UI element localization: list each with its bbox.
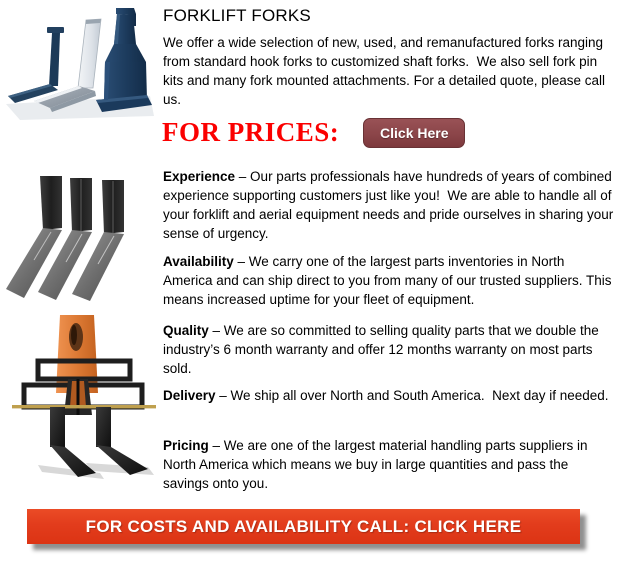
experience-body: – Our parts professionals have hundreds of years of combined experience supporting customers just like you! We are able to handle all of your forklift and aerial equipment needs and pride ourselves in sharing your sense of urgency. — [163, 169, 618, 241]
pricing-body: – We are one of the largest material handling parts suppliers in North America which means we buy in large quantities and pass the savings onto you. — [163, 438, 592, 491]
costs-availability-banner[interactable]: FOR COSTS AND AVAILABILITY CALL: CLICK HERE — [27, 509, 580, 544]
hook-and-shaft-forks-photo — [0, 0, 157, 122]
pricing-section — [163, 436, 616, 493]
availability-body: – We carry one of the largest parts inventories in North America and can ship direct to you from many of our trusted suppliers. This means increased uptime for your fleet of equipment. — [163, 254, 616, 307]
click-here-button[interactable]: Click Here — [363, 118, 465, 148]
quality-heading: Quality — [163, 323, 209, 338]
page-title: FORKLIFT FORKS — [163, 6, 311, 25]
fork-attachment-photo — [8, 315, 160, 481]
pricing-heading: Pricing — [163, 438, 209, 453]
availability-heading: Availability — [163, 254, 234, 269]
delivery-heading: Delivery — [163, 388, 216, 403]
delivery-body: – We ship all over North and South America. Next day if needed. — [215, 388, 609, 403]
steel-forks-photo — [4, 170, 156, 302]
experience-heading: Experience — [163, 169, 236, 184]
quality-section — [163, 321, 616, 378]
delivery-section — [163, 386, 616, 405]
experience-section — [163, 167, 616, 243]
intro-paragraph: We offer a wide selection of new, used, and remanufactured forks ranging from standard hook forks to customized shaft forks. We also sell fork pin kits and many fork mounted attachments. For a detailed quote, please call us. — [163, 35, 609, 107]
availability-section — [163, 252, 616, 309]
for-prices-label: FOR PRICES: — [162, 117, 340, 147]
quality-body: – We are so committed to selling quality parts that we double the industry’s 6 month warranty and offer 12 months warranty on most parts sold. — [163, 323, 603, 376]
prices-row — [162, 117, 465, 148]
